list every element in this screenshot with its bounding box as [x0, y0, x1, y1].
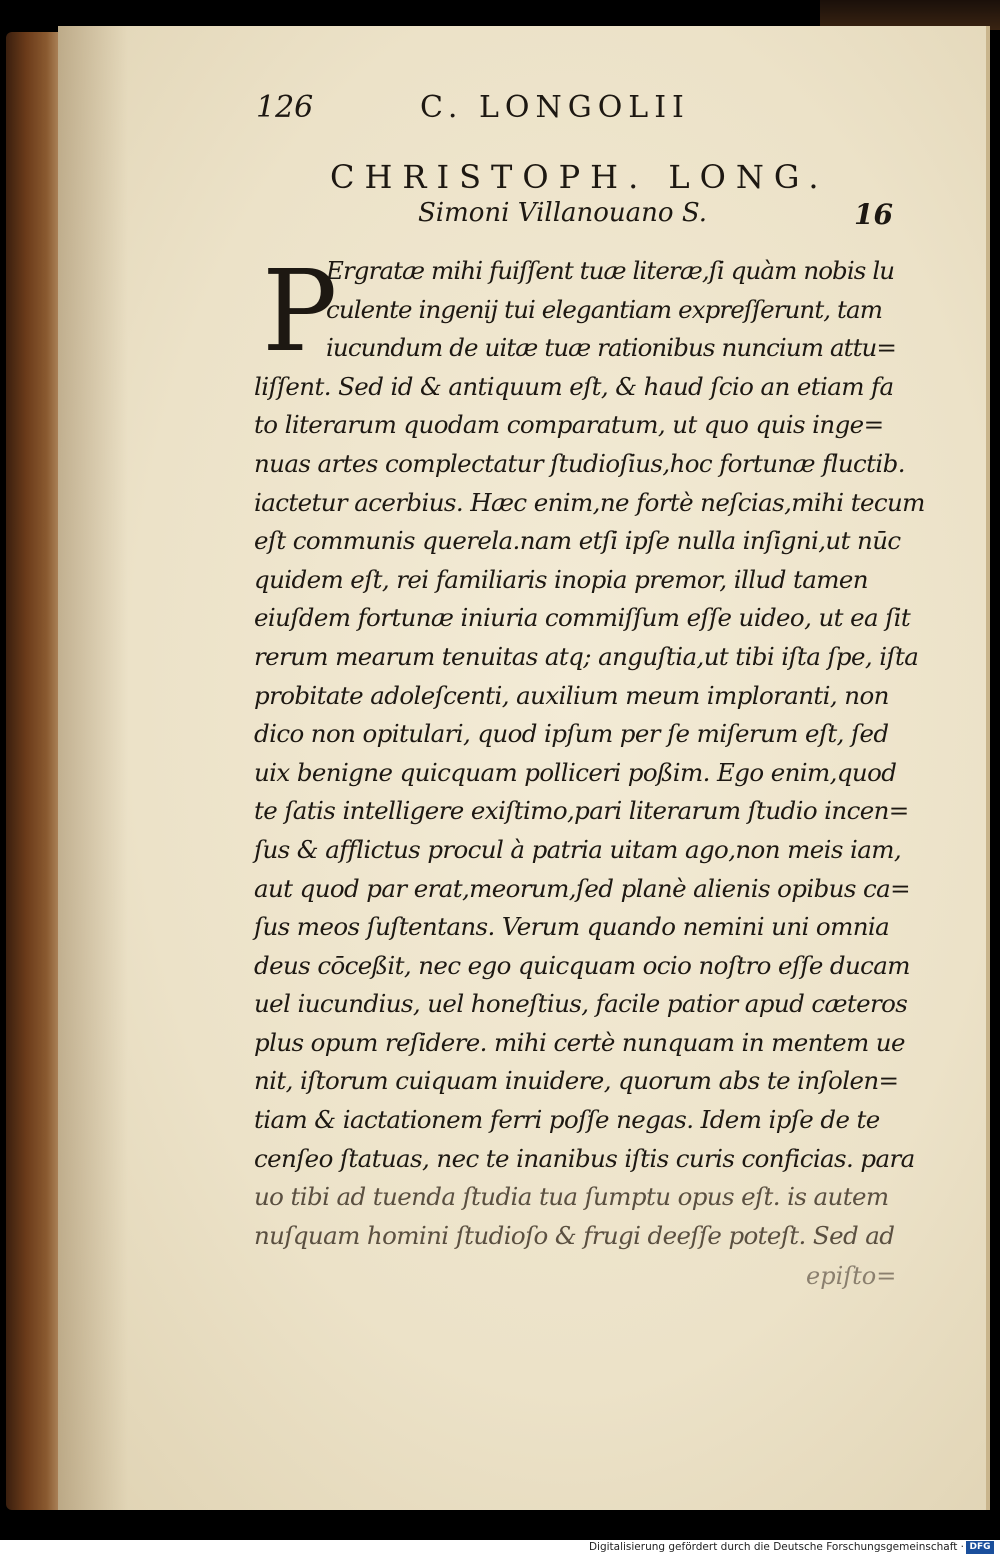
- body-line: ſus & afflictus procul à patria uitam ago,non meis iam,: [254, 834, 902, 864]
- book-spine-edge: [6, 32, 64, 1510]
- body-line: tiam & iactationem ferri poſſe negas. Idem ipſe de te: [254, 1105, 880, 1135]
- body-line: nit, iſtorum cuiquam inuidere, quorum abs te inſolen=: [254, 1066, 899, 1096]
- letter-number: 16: [854, 198, 893, 231]
- body-line: eiuſdem fortunæ iniuria commiſſum eſſe uideo, ut ea ſit: [254, 603, 911, 633]
- letter-heading: CHRISTOPH. LONG.: [330, 158, 829, 196]
- letter-body: [254, 247, 925, 1255]
- drop-cap-initial: P: [262, 247, 338, 377]
- gutter-shadow: [58, 26, 128, 1510]
- body-line: te ſatis intelligere exiſtimo,pari literarum ſtudio incen=: [254, 796, 909, 826]
- body-line: quidem eſt, rei familiaris inopia premor, illud tamen: [254, 564, 868, 594]
- body-line: deus cōceßit, nec ego quicquam ocio noſtro eſſe ducam: [254, 950, 910, 980]
- body-line: nuas artes complectatur ſtudioſius,hoc fortunæ fluctib.: [254, 448, 905, 478]
- body-line: rerum mearum tenuitas atq; anguſtia,ut tibi iſta ſpe, iſta: [254, 641, 919, 671]
- body-line: iactetur acerbius. Hæc enim,ne fortè neſcias,mihi tecum: [254, 487, 925, 517]
- body-line: to literarum quodam comparatum, ut quo quis inge=: [254, 410, 884, 440]
- body-line: uo tibi ad tuenda ſtudia tua ſumptu opus eſt. is autem: [254, 1182, 889, 1212]
- body-line: culente ingenij tui elegantiam expreſſerunt, tam: [326, 294, 883, 324]
- body-line: cenſeo ſtatuas, nec te inanibus iſtis curis conficias. para: [254, 1143, 915, 1173]
- body-line: eſt communis querela.nam etſi ipſe nulla inſigni,ut nūc: [254, 526, 901, 556]
- dfg-logo-icon: DFG: [966, 1541, 994, 1554]
- body-line: plus opum reſidere. mihi certè nunquam in mentem ue: [254, 1027, 905, 1057]
- body-line: Ergratæ mihi fuiſſent tuæ literæ,ſi quàm nobis lu: [326, 256, 895, 285]
- letter-salutation: Simoni Villanouano S.: [418, 198, 707, 228]
- body-line: nuſquam homini ſtudioſo & frugi deeſſe poteſt. Sed ad: [254, 1220, 895, 1250]
- body-line: liſſent. Sed id & antiquum eſt, & haud ſcio an etiam fa: [254, 371, 894, 401]
- digitization-credit: Digitalisierung gefördert durch die Deutsche Forschungsgemeinschaft ·: [588, 1541, 964, 1553]
- body-line: uix benigne quicquam polliceri poßim. Ego enim,quod: [254, 757, 897, 787]
- body-line: uel iucundius, uel honeſtius, facile patior apud cæteros: [254, 989, 908, 1019]
- body-line: aut quod par erat,meorum,ſed planè alienis opibus ca=: [254, 873, 911, 903]
- body-line: iucundum de uitæ tuæ rationibus nuncium attu=: [326, 333, 897, 363]
- page-number: 126: [256, 90, 314, 125]
- body-line: dico non opitulari, quod ipſum per ſe miſerum eſt, ſed: [254, 719, 889, 749]
- catchword: epiſto=: [806, 1262, 897, 1290]
- body-line: probitate adoleſcenti, auxilium meum imploranti, non: [254, 680, 889, 710]
- running-title: C. LONGOLII: [420, 90, 690, 125]
- body-line: ſus meos ſuſtentans. Verum quando nemini uni omnia: [254, 912, 890, 942]
